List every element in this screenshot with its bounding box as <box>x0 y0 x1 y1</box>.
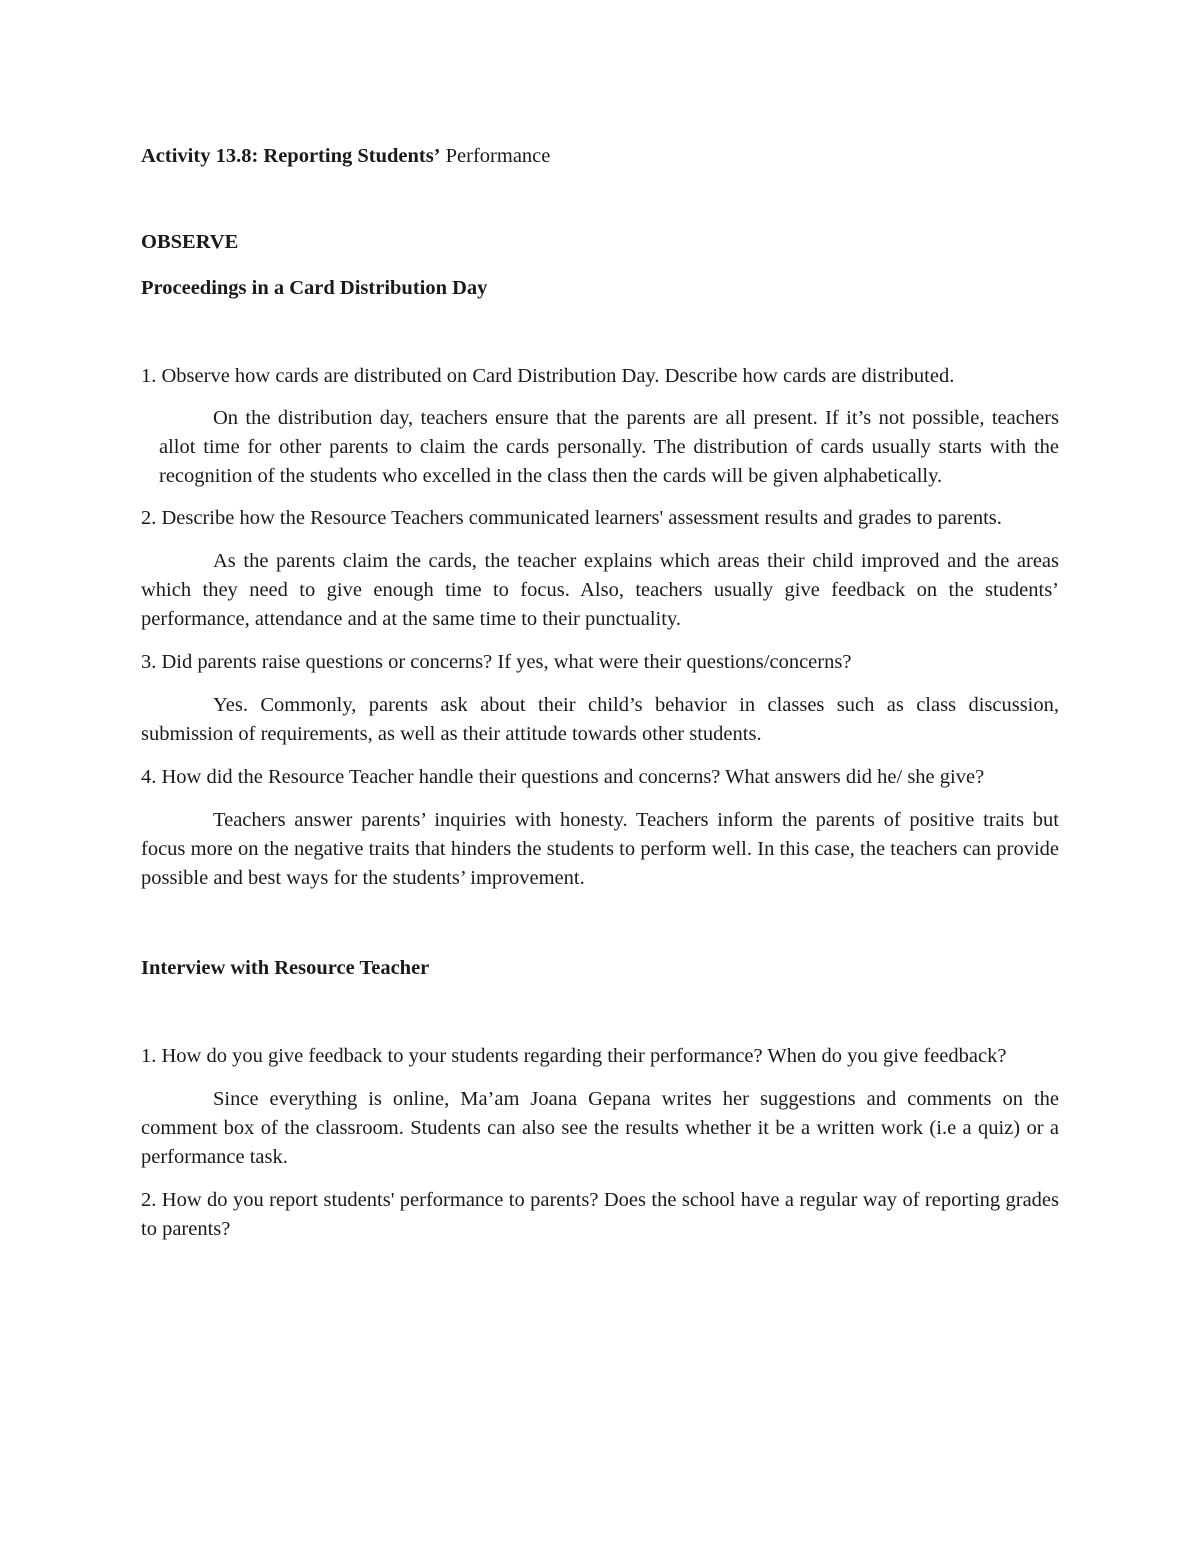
section2-answer-1: Since everything is online, Ma’am Joana Gepana writes her suggestions and comments on the comment box of the classroom. Students can also see the results whether it be a written work (i.e a quiz) or a performance task. <box>141 1088 1059 1168</box>
section1-question-3: 3. Did parents raise questions or concerns? If yes, what were their questions/concerns? <box>141 651 852 673</box>
document-title <box>141 140 1059 172</box>
section1-answer-4: Teachers answer parents’ inquiries with honesty. Teachers inform the parents of positive traits but focus more on the negative traits that hinders the students to perform well. In this case, the teachers can provide possible and best ways for the students’ improvement. <box>141 809 1059 889</box>
section1-heading: Proceedings in a Card Distribution Day <box>141 277 488 299</box>
title-rest: Performance <box>440 145 551 167</box>
section1-answer-3: Yes. Commonly, parents ask about their child’s behavior in classes such as class discussion, submission of requirements, as well as their attitude towards other students. <box>141 694 1059 745</box>
section1-question-1: 1. Observe how cards are distributed on Card Distribution Day. Describe how cards are distributed. <box>141 365 955 387</box>
section1-question-2: 2. Describe how the Resource Teachers communicated learners' assessment results and grades to parents. <box>141 507 1002 529</box>
document-page <box>141 140 1059 1244</box>
section1-answer-2: As the parents claim the cards, the teacher explains which areas their child improved and the areas which they need to give enough time to focus. Also, teachers usually give feedback on the students’ performance, attendance and at the same time to their punctuality. <box>141 550 1059 630</box>
section2-question-1: 1. How do you give feedback to your students regarding their performance? When do you give feedback? <box>141 1045 1007 1067</box>
title-bold: Activity 13.8: Reporting Students’ <box>141 145 441 167</box>
observe-heading: OBSERVE <box>141 231 239 253</box>
section2-question-2: 2. How do you report students' performance to parents? Does the school have a regular way of reporting grades to parents? <box>141 1189 1059 1240</box>
section2-heading: Interview with Resource Teacher <box>141 957 430 979</box>
section1-question-4: 4. How did the Resource Teacher handle their questions and concerns? What answers did he/ she give? <box>141 766 985 788</box>
section1-answer-1: On the distribution day, teachers ensure that the parents are all present. If it’s not possible, teachers allot time for other parents to claim the cards personally. The distribution of cards usually starts with the recognition of the students who excelled in the class then the cards will be given alphabetically. <box>159 407 1059 487</box>
